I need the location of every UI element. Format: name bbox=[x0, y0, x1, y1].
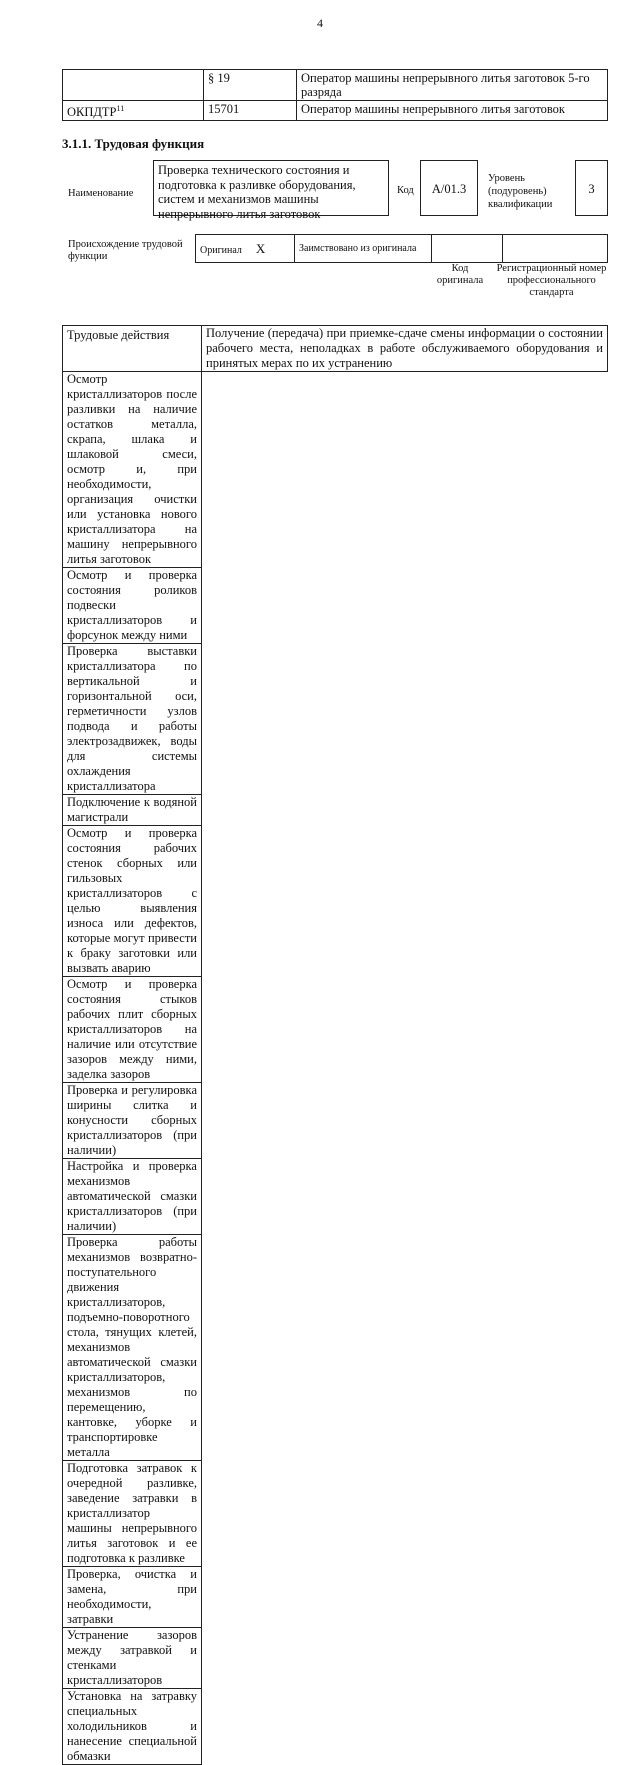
table-row bbox=[63, 1159, 608, 1235]
code-type-cell bbox=[63, 101, 204, 121]
origin-label: Происхождение трудовой функции bbox=[68, 239, 183, 262]
origin-code-caption: Код оригинала bbox=[436, 263, 484, 286]
page-number: 4 bbox=[317, 16, 323, 30]
occupation-cell: Оператор машины непрерывного литья заготовок 5-го разряда bbox=[297, 70, 608, 101]
footnote-mark: 11 bbox=[116, 104, 125, 113]
function-code-box: A/01.3 bbox=[420, 160, 478, 216]
labor-action-item: Осмотр и проверка состояния стыков рабочих плит сборных кристаллизаторов на наличие или отсутствие зазоров между ними, заделка зазоров bbox=[63, 977, 202, 1083]
labor-action-item: Проверка выставки кристаллизатора по вертикальной и горизонтальной оси, герметичности узлов подвода и работы электрозадвижек, воды для системы охлаждения кристаллизатора bbox=[63, 644, 202, 795]
original-cell bbox=[196, 235, 295, 263]
labor-action-item: Подключение к водяной магистрали bbox=[63, 795, 202, 826]
labor-action-item: Устранение зазоров между затравкой и стенками кристаллизаторов bbox=[63, 1628, 202, 1689]
table-row bbox=[196, 235, 608, 263]
profession-codes-table bbox=[62, 69, 608, 121]
labor-action-item: Подготовка затравок к очередной разливке, заведение затравки в кристаллизатор машины непрерывного литья заготовок и ее подготовка к разливке bbox=[63, 1461, 202, 1567]
table-row bbox=[63, 1628, 608, 1689]
table-row bbox=[63, 1083, 608, 1159]
table-row bbox=[63, 372, 608, 568]
table-row bbox=[63, 977, 608, 1083]
table-row bbox=[63, 795, 608, 826]
original-mark: X bbox=[255, 240, 266, 256]
section-title: 3.1.1. Трудовая функция bbox=[62, 136, 205, 151]
level-value-box: 3 bbox=[575, 160, 608, 216]
code-cell: 15701 bbox=[204, 101, 297, 121]
labor-action-item: Получение (передача) при приемке-сдаче смены информации о состоянии рабочего места, неполадках в работе обслуживаемого оборудования и принятых мерах по их устранению bbox=[202, 326, 608, 372]
labor-action-item: Установка на затравку специальных холодильников и нанесение специальной обмазки bbox=[63, 1689, 202, 1765]
labor-actions-table bbox=[62, 325, 608, 1765]
code-type-cell bbox=[63, 70, 204, 101]
table-row bbox=[63, 568, 608, 644]
table-row bbox=[63, 826, 608, 977]
labor-action-item: Проверка, очистка и замена, при необходимости, затравки bbox=[63, 1567, 202, 1628]
labor-action-item: Осмотр и проверка состояния рабочих стенок сборных или гильзовых кристаллизаторов с целью выявления износа или дефектов, которые могут привести к браку заготовки или вызвать аварию bbox=[63, 826, 202, 977]
level-label: Уровень (подуровень) квалификации bbox=[488, 173, 553, 210]
table-row bbox=[63, 644, 608, 795]
origin-code-cell bbox=[432, 235, 503, 263]
table-row bbox=[63, 1461, 608, 1567]
table-row bbox=[63, 70, 608, 101]
labor-action-item: Осмотр и проверка состояния роликов подвески кристаллизаторов и форсунок между ними bbox=[63, 568, 202, 644]
table-row bbox=[63, 1567, 608, 1628]
reg-number-caption: Регистрационный номер профессионального стандарта bbox=[496, 263, 607, 298]
table-row bbox=[63, 1235, 608, 1461]
name-label: Наименование bbox=[68, 188, 134, 199]
labor-actions-header: Трудовые действия bbox=[63, 326, 202, 372]
occupation-cell: Оператор машины непрерывного литья заготовок bbox=[297, 101, 608, 121]
code-type-text: ОКПДТР bbox=[67, 105, 117, 120]
table-row bbox=[63, 1689, 608, 1765]
code-label: Код bbox=[397, 185, 414, 196]
origin-table bbox=[195, 234, 608, 263]
reg-number-cell bbox=[503, 235, 608, 263]
labor-action-item: Проверка и регулировка ширины слитка и конусности сборных кристаллизаторов (при наличии) bbox=[63, 1083, 202, 1159]
table-row bbox=[63, 326, 608, 372]
labor-action-item: Настройка и проверка механизмов автоматической смазки кристаллизаторов (при наличии) bbox=[63, 1159, 202, 1235]
original-label: Оригинал bbox=[200, 244, 242, 256]
borrowed-cell: Заимствовано из оригинала bbox=[295, 235, 432, 263]
table-row bbox=[63, 101, 608, 121]
labor-action-item: Проверка работы механизмов возвратно-поступательного движения кристаллизаторов, подъемно-поворотного стола, тянущих клетей, механизмов автоматической смазки кристаллизаторов, механизмов по перемещению, кантовке, уборке и транспортировке металла bbox=[63, 1235, 202, 1461]
code-cell: § 19 bbox=[204, 70, 297, 101]
function-name-box: Проверка технического состояния и подготовка к разливке оборудования, систем и механизмов машины непрерывного литья заготовок bbox=[153, 160, 389, 216]
labor-action-item: Осмотр кристаллизаторов после разливки на наличие остатков металла, скрапа, шлака и шлаковой смеси, осмотр и, при необходимости, организация очистки или установка нового кристаллизатора на машину непрерывного литья заготовок bbox=[63, 372, 202, 568]
